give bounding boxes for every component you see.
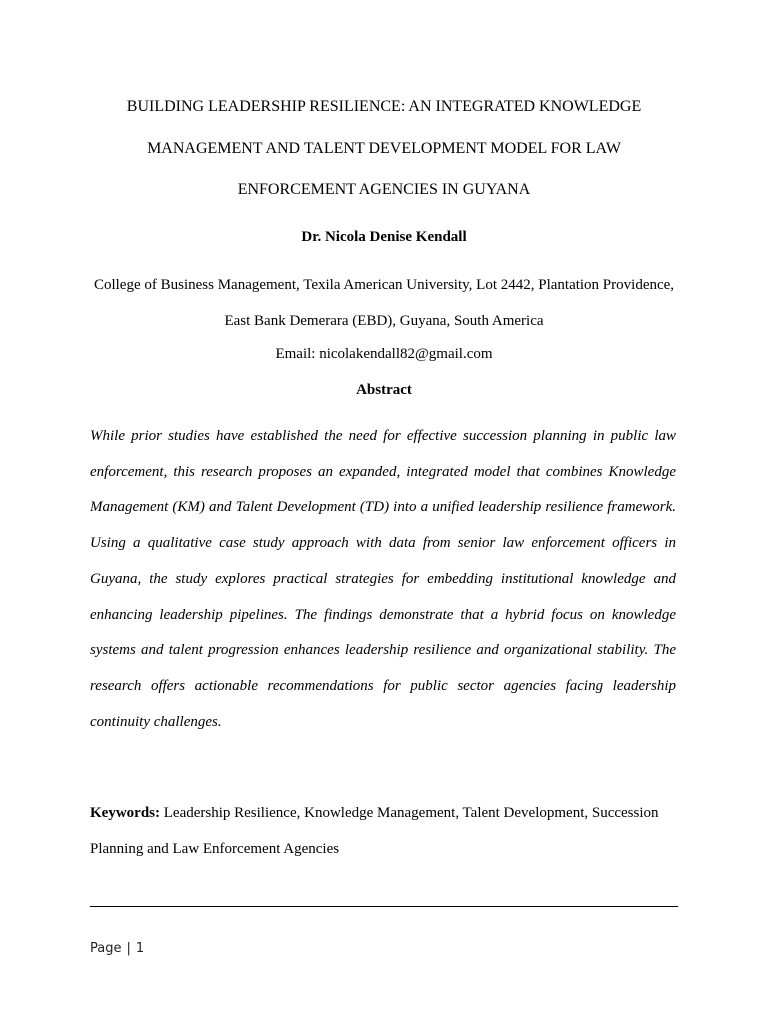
- author-email: Email: nicolakendall82@gmail.com: [275, 346, 493, 362]
- keywords-paragraph: [90, 796, 676, 867]
- author-affiliation: College of Business Management, Texila American University, Lot 2442, Plantation Providence, East Bank Demerara (EBD), Guyana, South America: [93, 277, 675, 329]
- abstract-text: While prior studies have established the need for effective succession planning in public law enforcement, this research proposes an expanded, integrated model that combines Knowledge Management (KM) and Talent Development (TD) into a unified leadership resilience framework. Using a qualitative case study approach with data from senior law enforcement officers in Guyana, the study explores practical strategies for embedding institutional knowledge and enhancing leadership pipelines. The findings demonstrate that a hybrid focus on knowledge systems and talent progression enhances leadership resilience and organizational stability. The research offers actionable recommendations for public sector agencies facing leadership continuity challenges.: [90, 428, 676, 730]
- keywords-list: Leadership Resilience, Knowledge Management, Talent Development, Succession Planning and Law Enforcement Agencies: [90, 805, 659, 857]
- page-footer: [90, 940, 144, 958]
- page-separator: |: [126, 941, 131, 956]
- page-number: 1: [135, 941, 145, 956]
- author-name: Dr. Nicola Denise Kendall: [301, 229, 467, 245]
- footer-divider: [90, 906, 678, 907]
- abstract-heading: Abstract: [356, 382, 412, 398]
- page-label: Page: [90, 941, 122, 956]
- paper-title: BUILDING LEADERSHIP RESILIENCE: AN INTEGRATED KNOWLEDGE MANAGEMENT AND TALENT DEVELOPMENT MODEL FOR LAW ENFORCEMENT AGENCIES IN GUYANA: [126, 98, 642, 198]
- keywords-label: Keywords:: [90, 805, 160, 821]
